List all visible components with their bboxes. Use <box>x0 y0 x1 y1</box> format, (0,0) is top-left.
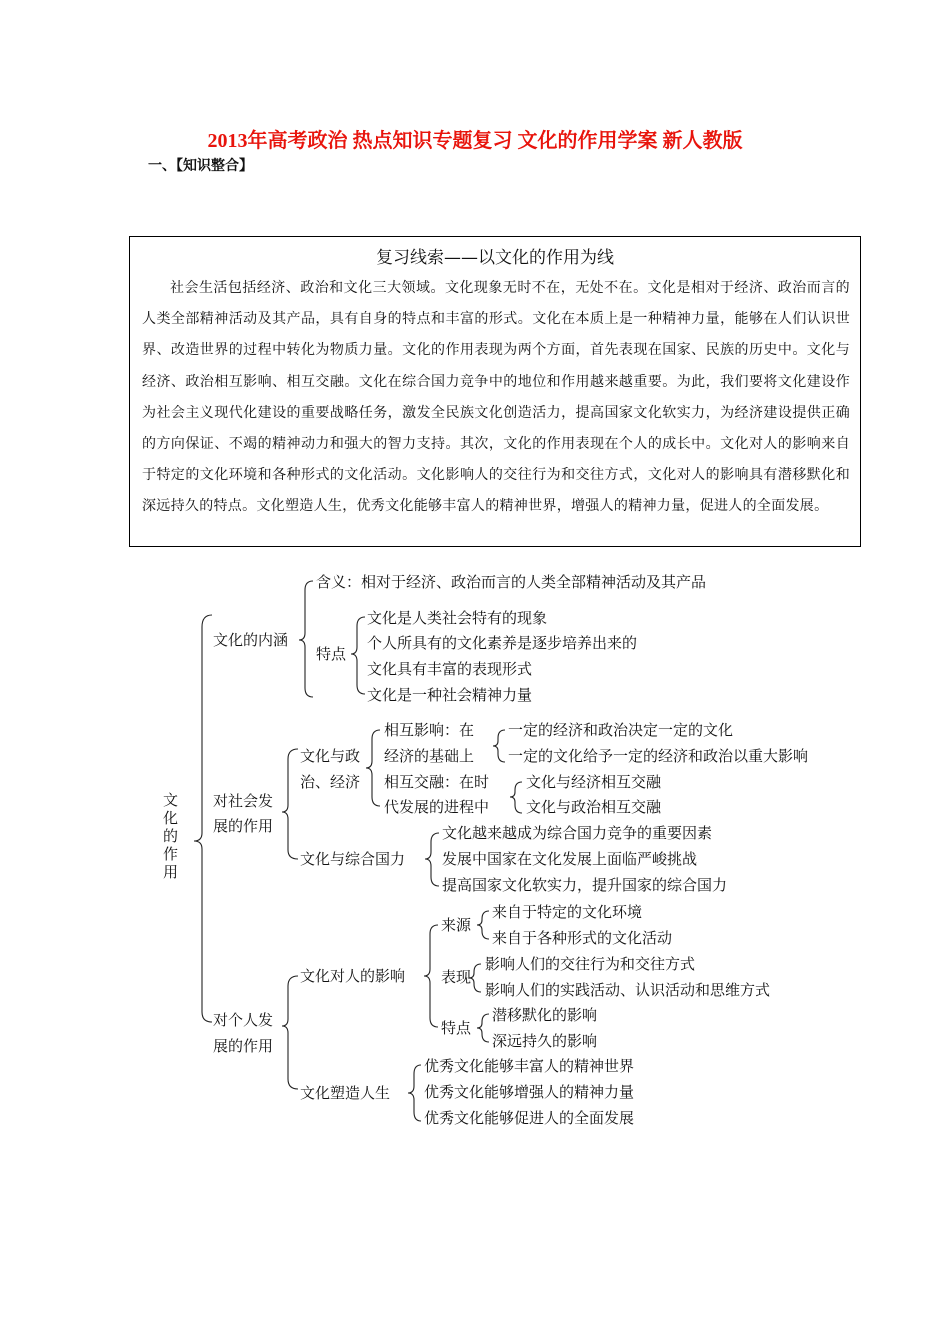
bracket-root <box>194 615 212 1022</box>
bracket-source <box>477 911 489 939</box>
node-shaping-item: 优秀文化能够丰富人的精神世界 <box>424 1057 635 1075</box>
bracket-power <box>425 833 439 886</box>
node-manifest-label: 表现 <box>441 968 472 986</box>
node-manifest-item: 影响人们的实践活动、认识活动和思维方式 <box>485 981 771 999</box>
node-feature: 文化是人类社会特有的现象 <box>367 609 548 627</box>
node-shaping-item: 优秀文化能够增强人的精神力量 <box>424 1083 635 1101</box>
node-trait-item: 潜移默化的影响 <box>492 1006 598 1024</box>
node-trait-item: 深远持久的影响 <box>492 1032 598 1050</box>
bracket-influence <box>493 730 505 762</box>
node-national-power-item: 发展中国家在文化发展上面临严峻挑战 <box>442 850 698 868</box>
bracket-blend <box>510 782 522 813</box>
bracket-features <box>351 617 365 694</box>
bracket-influence-person <box>424 925 438 1027</box>
bracket-society <box>282 749 298 859</box>
document-title: 2013年高考政治 热点知识专题复习 文化的作用学案 新人教版 <box>207 130 743 152</box>
node-national-power-item: 文化越来越成为综合国力竞争的重要因素 <box>442 824 713 842</box>
node-blend-item: 文化与政治相互交融 <box>526 798 662 816</box>
node-shaping-item: 优秀文化能够促进人的全面发展 <box>424 1109 635 1127</box>
node-national-power-item: 提高国家文化软实力，提升国家的综合国力 <box>442 876 728 894</box>
node-econpol-line: 文化与政 <box>300 747 361 765</box>
node-blend-label: 相互交融：在时 <box>384 773 490 791</box>
node-feature: 个人所具有的文化素养是逐步培养出来的 <box>367 634 638 652</box>
node-individual-line: 对个人发 <box>213 1011 274 1029</box>
node-influence-label: 相互影响：在 <box>384 721 475 739</box>
node-society-line: 展的作用 <box>213 817 274 835</box>
bracket-trait <box>477 1014 489 1042</box>
bracket-econpol <box>366 730 380 806</box>
node-source-item: 来自于特定的文化环境 <box>492 903 643 921</box>
root-char: 的 <box>163 827 179 845</box>
node-blend-item: 文化与经济相互交融 <box>526 773 662 791</box>
node-manifest-item: 影响人们的交往行为和交往方式 <box>485 955 696 973</box>
section-heading: 一、【知识整合】 <box>148 158 253 174</box>
node-national-power-label: 文化与综合国力 <box>300 850 406 868</box>
node-individual-line: 展的作用 <box>213 1037 274 1055</box>
review-box-body: 社会生活包括经济、政治和文化三大领域。文化现象无时不在，无处不在。文化是相对于经济、政治而言的人类全部精神活动及其产品，具有自身的特点和丰富的形式。文化在本质上是一种精神力量，能够在人们认识世界、改造世界的过程中转化为物质力量。文化的作用表现为两个方面，首先表现在国家、民族的历史中。文化与经济、政治相互影响、相互交融。文化在综合国力竞争中的地位和作用越来越重要。为此，我们要将文化建设作为社会主义现代化建设的重要战略任务，激发全民族文化创造活力，提高国家文化软实力，为经济建设提供正确的方向保证、不竭的精神动力和强大的智力支持。其次，文化的作用表现在个人的成长中。文化对人的影响来自于特定的文化环境和各种形式的文化活动。文化影响人的交往行为和交往方式，文化对人的影响具有潜移默化和深远持久的特点。文化塑造人生，优秀文化能够丰富人的精神世界，增强人的精神力量，促进人的全面发展。 <box>142 280 850 515</box>
node-influence-person-label: 文化对人的影响 <box>300 967 406 985</box>
node-trait-label: 特点 <box>441 1019 472 1037</box>
node-source-item: 来自于各种形式的文化活动 <box>492 929 673 947</box>
root-char: 作 <box>163 845 179 863</box>
node-shaping-label: 文化塑造人生 <box>300 1084 391 1102</box>
bracket-meaning <box>299 581 313 697</box>
node-blend-label: 代发展的进程中 <box>384 798 490 816</box>
review-box-title: 复习线索——以文化的作用为线 <box>376 248 614 268</box>
node-influence-label: 经济的基础上 <box>384 747 475 765</box>
node-feature: 文化是一种社会精神力量 <box>367 686 533 704</box>
node-feature: 文化具有丰富的表现形式 <box>367 660 533 678</box>
node-source-label: 来源 <box>441 916 472 934</box>
node-influence-item: 一定的文化给予一定的经济和政治以重大影响 <box>508 747 809 765</box>
node-society-line: 对社会发 <box>213 792 274 810</box>
bracket-individual <box>282 976 298 1089</box>
node-culture-meaning: 文化的内涵 <box>213 631 289 649</box>
node-definition: 含义：相对于经济、政治而言的人类全部精神活动及其产品 <box>316 573 707 591</box>
root-char: 文 <box>163 791 179 809</box>
root-char: 化 <box>163 809 179 827</box>
node-features-label: 特点 <box>316 645 347 663</box>
root-char: 用 <box>163 863 179 881</box>
node-econpol-line: 治、经济 <box>300 773 361 791</box>
bracket-shaping <box>408 1065 421 1121</box>
node-influence-item: 一定的经济和政治决定一定的文化 <box>508 721 734 739</box>
